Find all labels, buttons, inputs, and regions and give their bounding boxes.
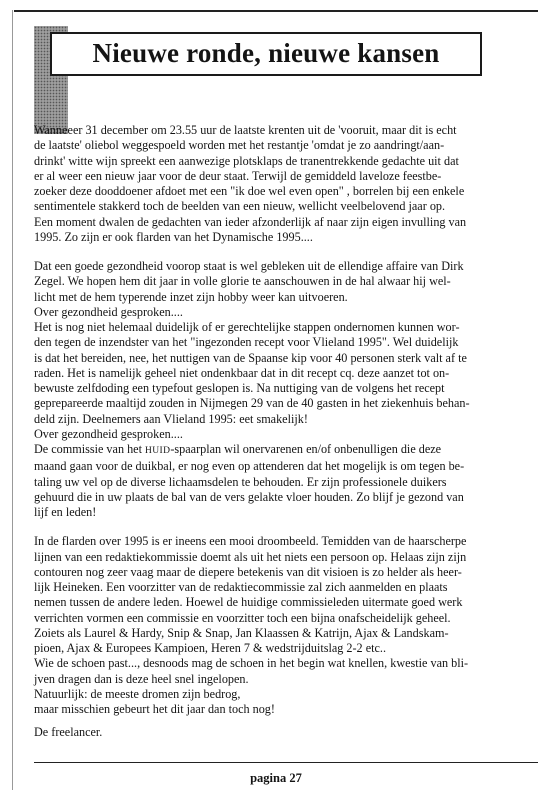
title-box [50, 32, 482, 76]
left-margin-line [12, 10, 13, 790]
paragraph-droombeeld: In de flarden over 1995 is er ineens een mooi droombeeld. Temidden van de haarscherpe lijnen van een redaktiekommissie doemt als uit het niets een persoon op. Helaas zijn zijn contouren nog zeer vaag maar de diepere betekenis van dit visioen is zo helder als heer- lijk Heineken. Een voorzitter van de redaktiecommissie zal zich aanmelden en plaats nemen tussen de andere leden. Hoewel de huidige commissieleden uitermate goed werk verrichten vormen een commissie en voorzitter toch een bijna onafscheidelijk geheel. Zoiets als Laurel & Hardy, Snip & Snap, Jan Klaassen & Katrijn, Ajax & Landskam- pioen, Ajax & Europees Kampioen, Heren 7 & wedstrijduitslag 2-2 etc.. Wie de schoen past..., desnoods mag de schoen in het begin wat knellen, kwestie van bli- jven dragen dan is deze heel snel ingelopen. Natuurlijk: de meeste dromen zijn bedrog, maar misschien gebeurt het dit jaar dan toch nog! [34, 534, 469, 716]
bottom-rule [34, 762, 538, 763]
page-number: pagina 27 [250, 771, 302, 785]
page-title: Nieuwe ronde, nieuwe kansen [92, 38, 440, 68]
article-body [34, 123, 540, 741]
huid-smallcaps: HUID [145, 446, 171, 456]
huid-text-before: De commissie van het [34, 442, 146, 456]
signature: De freelancer. [34, 725, 103, 740]
paragraph-intro: Wanneeer 31 december om 23.55 uur de laatste krenten uit de 'vooruit, maar dit is echt de laatste' oliebol weggespoeld worden met het restantje 'omdat je zo aandringt/aan- drinkt' witte wijn spreekt een aanwezige plotsklaps de tranentrekkende gedachte uit dat er al weer een nieuw jaar voor de deur staat. Terwijl de gemiddeld laveloze feestbe- zoeker deze dooddoener afdoet met een "ik doe wel even open" , borrelen bij een enkele sentimentele stakkerd toch de beelden van een nieuw, wellicht veelbelovend jaar op. Een moment dwalen de gedachten van ieder afzonderlijk af naar zijn eigen invulling van 1995. Zo zijn er ook flarden van het Dynamische 1995.... [34, 123, 467, 244]
paragraph-huid [34, 442, 540, 520]
huid-text-after: -spaarplan wil onervarenen en/of onbenulligen die deze maand gaan voor de duikbal, er nog even op attenderen dat het mogelijk is om tegen be- taling uw vel op de diverse lichaamsdelen te behouden. Er zijn professionele duikers gehuurd die in uw plaats de bal van de vers gelakte vloer houden. Zo blijf je gezond van lijf en leden! [34, 442, 465, 519]
paragraph-gezondheid: Dat een goede gezondheid voorop staat is wel gebleken uit de ellendige affaire van Dirk Zegel. We hopen hem dit jaar in volle glorie te aanschouwen in de hal alwaar hij wel- licht met de hem typerende inzet zijn hobby weer kan uitvoeren. Over gezondheid gesproken.... Het is nog niet helemaal duidelijk of er gerechtelijke stappen ondernomen kunnen wor- den tegen de inzendster van het "ingezonden recept voor Vlieland 1995". Wel duidelijk is dat het bereiden, nee, het nuttigen van de Spaanse kip voor 40 personen sterk valt af te raden. Het is namelijk geheel niet ondenkbaar dat in dit recept cq. deze aanzet tot on- bewuste zelfdoding een typefout geslopen is. Na nuttiging van de volgens het recept geprepareerde maaltijd zouden in Nijmegen 29 van de 40 gasten in het ziekenhuis behan- deld zijn. Deelnemers aan Vlieland 1995: eet smakelijk! Over gezondheid gesproken.... [34, 259, 470, 441]
top-rule [14, 10, 538, 12]
